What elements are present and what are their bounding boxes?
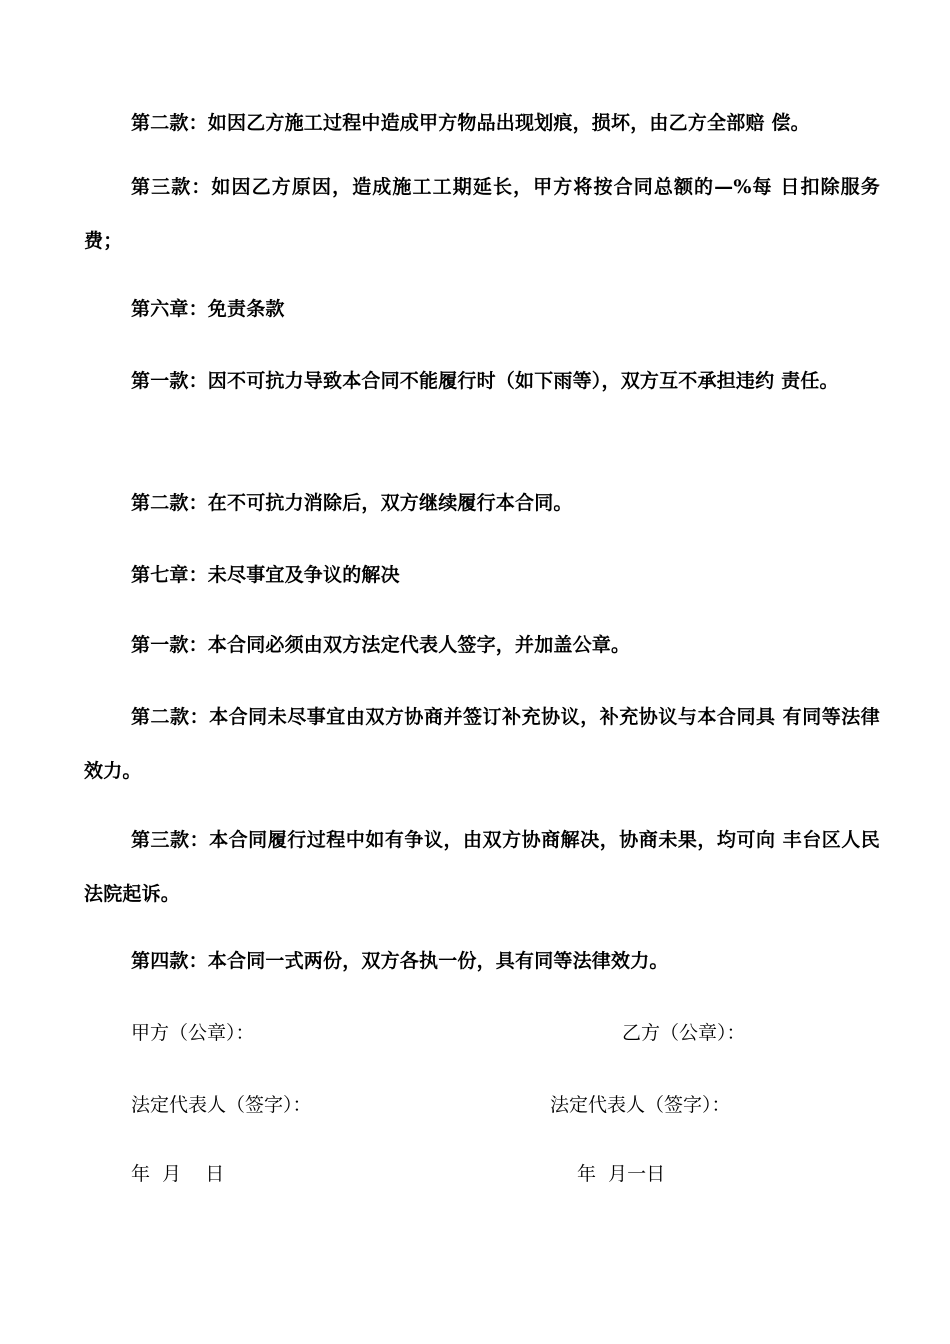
party-b-representative-label: 法定代表人（签字）： (550, 1094, 731, 1116)
clause-7-3: 第三款：本合同履行过程中如有争议，由双方协商解决，协商未果，均可向 丰台区人民法院起诉。 (84, 829, 880, 905)
party-a-date-label: 年 月 日 (131, 1163, 225, 1185)
clause-6-1: 第一款：因不可抗力导致本合同不能履行时（如下雨等），双方互不承担违约 责任。 (131, 370, 839, 392)
clause-7-2: 第二款：本合同未尽事宜由双方协商并签订补充协议，补充协议与本合同具 有同等法律效力。 (84, 706, 880, 782)
clause-6-2: 第二款：在不可抗力消除后，双方继续履行本合同。 (131, 492, 573, 514)
chapter-6-title: 第六章：免责条款 (131, 298, 285, 320)
chapter-7-title: 第七章：未尽事宜及争议的解决 (131, 564, 400, 586)
party-b-seal-label: 乙方（公章）： (622, 1022, 746, 1044)
party-a-seal-label: 甲方（公章）： (131, 1022, 255, 1044)
clause-5-3: 第三款：如因乙方原因，造成施工工期延长，甲方将按合同总额的—%每 日扣除服务费； (84, 176, 880, 252)
clause-7-1: 第一款：本合同必须由双方法定代表人签字，并加盖公章。 (131, 634, 631, 656)
clause-7-4: 第四款：本合同一式两份，双方各执一份，具有同等法律效力。 (131, 950, 669, 972)
clause-5-2: 第二款：如因乙方施工过程中造成甲方物品出现划痕，损坏，由乙方全部赔 偿。 (131, 112, 810, 134)
party-a-representative-label: 法定代表人（签字）： (131, 1094, 312, 1116)
party-b-date-label: 年 月一日 (577, 1163, 666, 1185)
